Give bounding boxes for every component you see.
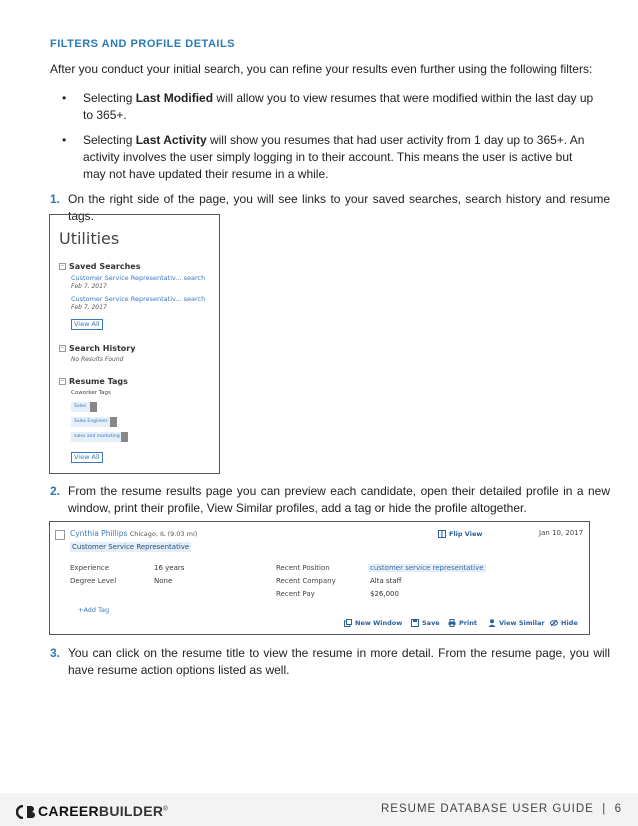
page-footer (0, 793, 638, 826)
resume-tags-header[interactable]: − Resume Tags (60, 377, 128, 386)
resume-tags-view-all-button[interactable]: View All (71, 452, 103, 463)
recent-company-label: Recent Company (276, 577, 336, 585)
saved-search-date: Feb 7, 2017 (71, 283, 107, 290)
new-window-icon (344, 619, 352, 627)
step-number: 3. (50, 646, 61, 660)
collapse-icon[interactable]: − (60, 263, 65, 269)
flip-view-button[interactable]: Flip View (438, 530, 482, 538)
experience-value: 16 years (154, 564, 185, 572)
bullet-dot: • (62, 91, 67, 105)
recent-position-value: customer service representative (370, 564, 484, 572)
page-number: 6 (614, 803, 622, 815)
recent-pay-label: Recent Pay (276, 590, 315, 598)
utilities-title: Utilities (59, 229, 120, 248)
collapse-icon[interactable]: − (60, 378, 65, 384)
person-icon (488, 619, 496, 627)
add-tag-link[interactable]: +Add Tag (78, 606, 110, 614)
section-heading: FILTERS AND PROFILE DETAILS (50, 38, 236, 50)
utilities-panel (49, 214, 220, 474)
resume-date: Jan 10, 2017 (539, 529, 584, 537)
recent-position-label: Recent Position (276, 564, 330, 572)
candidate-location: Chicago, IL (9.03 mi) (129, 530, 198, 538)
hide-eye-icon (550, 619, 558, 627)
save-button[interactable]: Save (411, 619, 440, 627)
tag-remove-icon[interactable] (121, 432, 128, 442)
search-history-header[interactable]: − Search History (60, 344, 136, 353)
saved-search-date: Feb 7, 2017 (71, 304, 107, 311)
tag-remove-icon[interactable] (90, 402, 97, 412)
tag-chip[interactable]: Sales (71, 402, 97, 412)
experience-label: Experience (70, 564, 110, 572)
step-text: From the resume results page you can preview each candidate, open their detailed profile in a new window, print their profile, View Similar profiles, add a tag or hide the profile altogether. (68, 484, 610, 515)
degree-label: Degree Level (70, 577, 117, 585)
step-text: On the right side of the page, you will see links to your saved searches, search history and resume tags. (68, 192, 610, 223)
degree-value: None (154, 577, 173, 585)
coworker-tags-label: Coworker Tags (71, 390, 111, 396)
candidate-name-link[interactable]: Cynthia Phillips (70, 529, 128, 538)
step-number: 2. (50, 484, 61, 498)
collapse-icon[interactable]: − (60, 345, 65, 351)
bullet-text: Selecting Last Modified will allow you to view resumes that were modified within the last day up to 365+. (83, 91, 594, 122)
print-icon (448, 619, 456, 627)
careerbuilder-logo-icon (16, 805, 36, 819)
flip-view-icon (438, 530, 446, 538)
hide-button[interactable]: Hide (550, 619, 578, 627)
step-text: You can click on the resume title to view the resume in more detail. From the resume page, you will have resume action options listed as well. (68, 646, 610, 677)
candidate-header (70, 529, 197, 538)
select-checkbox[interactable] (55, 530, 65, 540)
resume-result-card (49, 521, 590, 635)
intro-paragraph: After you conduct your initial search, you can refine your results even further using the following filters: (50, 62, 593, 76)
saved-search-link[interactable]: Customer Service Representativ... search (71, 295, 206, 303)
recent-company-value: Alta staff (370, 577, 402, 585)
saved-searches-view-all-button[interactable]: View All (71, 319, 103, 330)
footer-guide-title: RESUME DATABASE USER GUIDE | 6 (381, 803, 622, 815)
save-icon (411, 619, 419, 627)
search-history-empty: No Results Found (71, 356, 124, 363)
print-button[interactable]: Print (448, 619, 477, 627)
bullet-dot: • (62, 133, 67, 147)
saved-searches-header[interactable]: − Saved Searches (60, 262, 141, 271)
resume-title-link[interactable]: Customer Service Representative (72, 543, 190, 551)
view-similar-button[interactable]: View Similar (488, 619, 545, 627)
tag-chip[interactable]: sales and marketing (71, 432, 128, 442)
careerbuilder-logo-text: CAREERBUILDER® (38, 803, 168, 819)
recent-pay-value: $26,000 (370, 590, 399, 598)
tag-chip[interactable]: Sales Engineer (71, 417, 117, 427)
step-number: 1. (50, 192, 61, 206)
bullet-text: Selecting Last Activity will show you resumes that had user activity from 1 day up to 365+. An activity involves the user simply logging in to their account. This means the user is active but may not have updated their resume in a while. (83, 133, 585, 181)
tag-remove-icon[interactable] (110, 417, 117, 427)
new-window-button[interactable]: New Window (344, 619, 402, 627)
saved-search-link[interactable]: Customer Service Representativ... search (71, 274, 206, 282)
